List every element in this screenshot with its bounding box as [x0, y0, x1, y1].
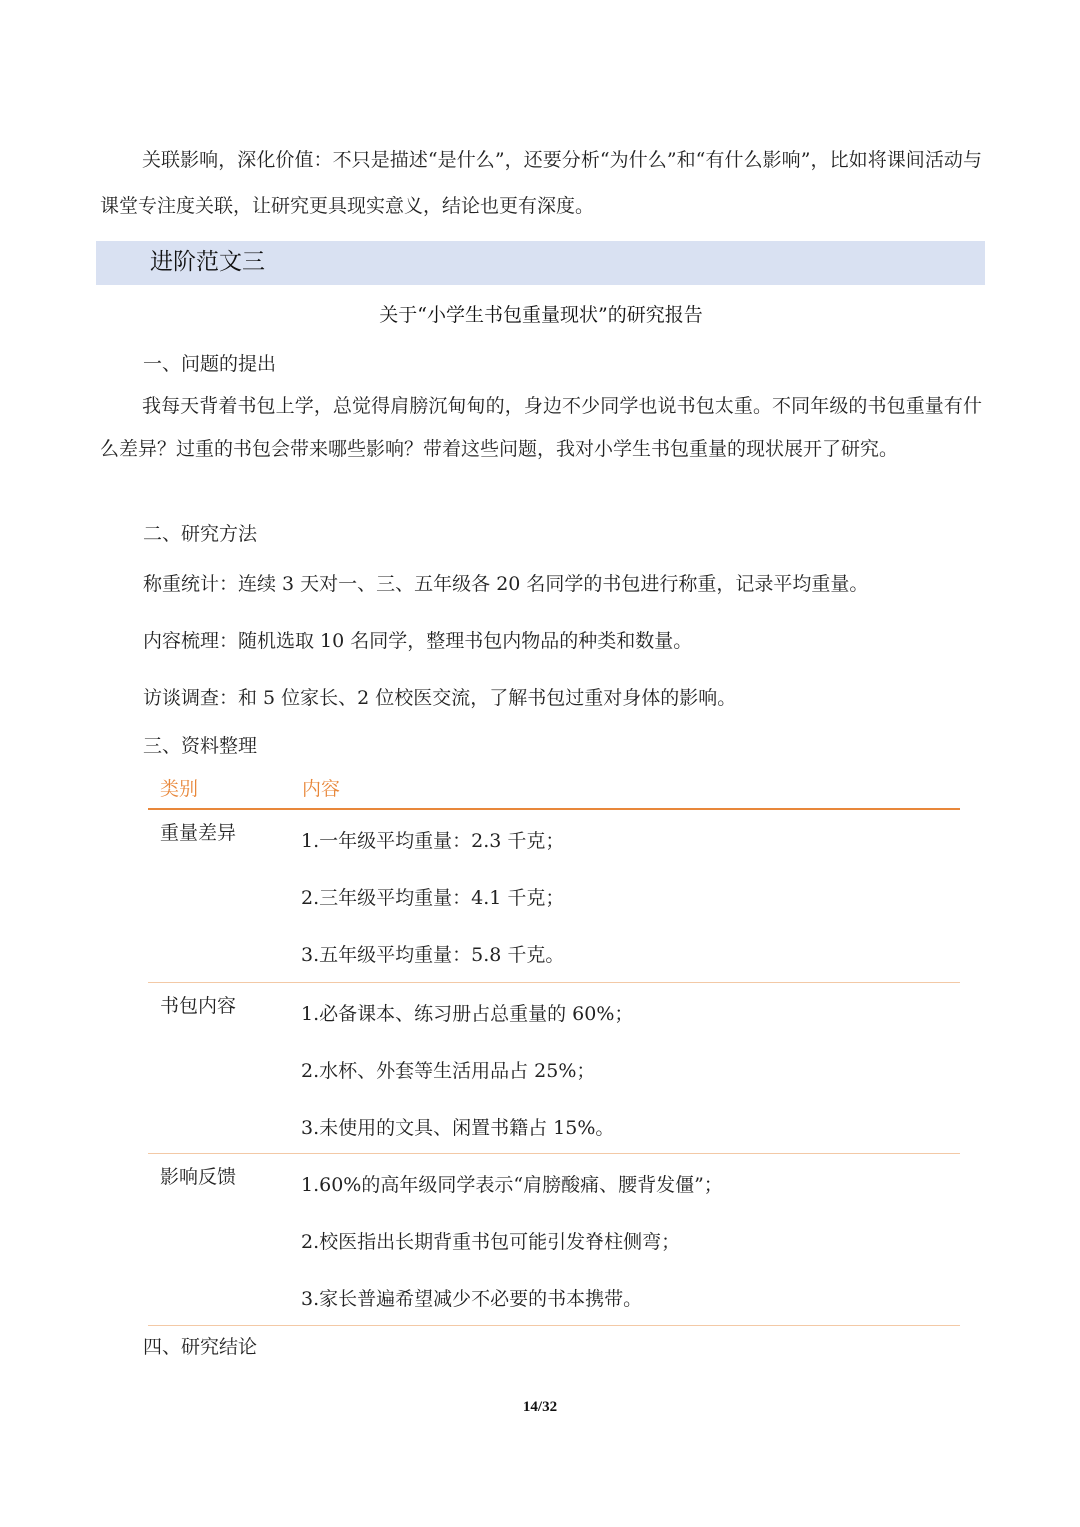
row-category: 书包内容	[160, 995, 237, 1017]
intro-paragraph: 关联影响，深化价值：不只是描述“是什么”，还要分析“为什么”和“有什么影响”，比如将课间活动与课堂专注度关联，让研究更具现实意义，结论也更有深度。	[100, 149, 982, 217]
row-item: 3.未使用的文具、闲置书籍占 15%。	[301, 1117, 615, 1139]
table-header-category: 类别	[160, 778, 199, 800]
row-category: 重量差异	[160, 822, 237, 844]
row-item: 2.三年级平均重量：4.1 千克；	[301, 887, 565, 909]
page-number: 14/32	[522, 1399, 558, 1415]
row-category: 影响反馈	[160, 1166, 237, 1188]
table-row	[148, 983, 960, 1154]
table-header	[148, 772, 960, 810]
row-item: 1.一年级平均重量：2.3 千克；	[301, 830, 565, 852]
data-heading: 三、资料整理	[143, 735, 258, 757]
problem-paragraph: 我每天背着书包上学，总觉得肩膀沉甸甸的，身边不少同学也说书包太重。不同年级的书包重量有什么差异？过重的书包会带来哪些影响？带着这些问题，我对小学生书包重量的现状展开了研究。	[100, 395, 982, 460]
row-item: 2.校医指出长期背重书包可能引发脊柱侧弯；	[301, 1231, 681, 1253]
section-label: 进阶范文三	[150, 249, 265, 275]
methods-heading: 二、研究方法	[143, 523, 258, 545]
table-row	[148, 810, 960, 983]
report-title: 关于“小学生书包重量现状”的研究报告	[379, 304, 703, 326]
row-item: 1.60%的高年级同学表示“肩膀酸痛、腰背发僵”；	[301, 1174, 723, 1196]
table-row	[148, 1154, 960, 1326]
method-item-contents: 内容梳理：随机选取 10 名同学，整理书包内物品的种类和数量。	[143, 630, 693, 652]
row-item: 2.水杯、外套等生活用品占 25%；	[301, 1060, 596, 1082]
method-item-interview: 访谈调查：和 5 位家长、2 位校医交流，了解书包过重对身体的影响。	[143, 687, 737, 709]
row-item: 3.家长普遍希望减少不必要的书本携带。	[301, 1288, 643, 1310]
conclusion-heading: 四、研究结论	[143, 1336, 258, 1358]
row-item: 1.必备课本、练习册占总重量的 60%；	[301, 1003, 634, 1025]
section-banner	[96, 241, 985, 285]
row-item: 3.五年级平均重量：5.8 千克。	[301, 944, 565, 966]
method-item-weighing: 称重统计：连续 3 天对一、三、五年级各 20 名同学的书包进行称重，记录平均重量。	[143, 573, 869, 595]
problem-heading: 一、问题的提出	[143, 353, 277, 375]
table-header-content: 内容	[302, 778, 341, 800]
